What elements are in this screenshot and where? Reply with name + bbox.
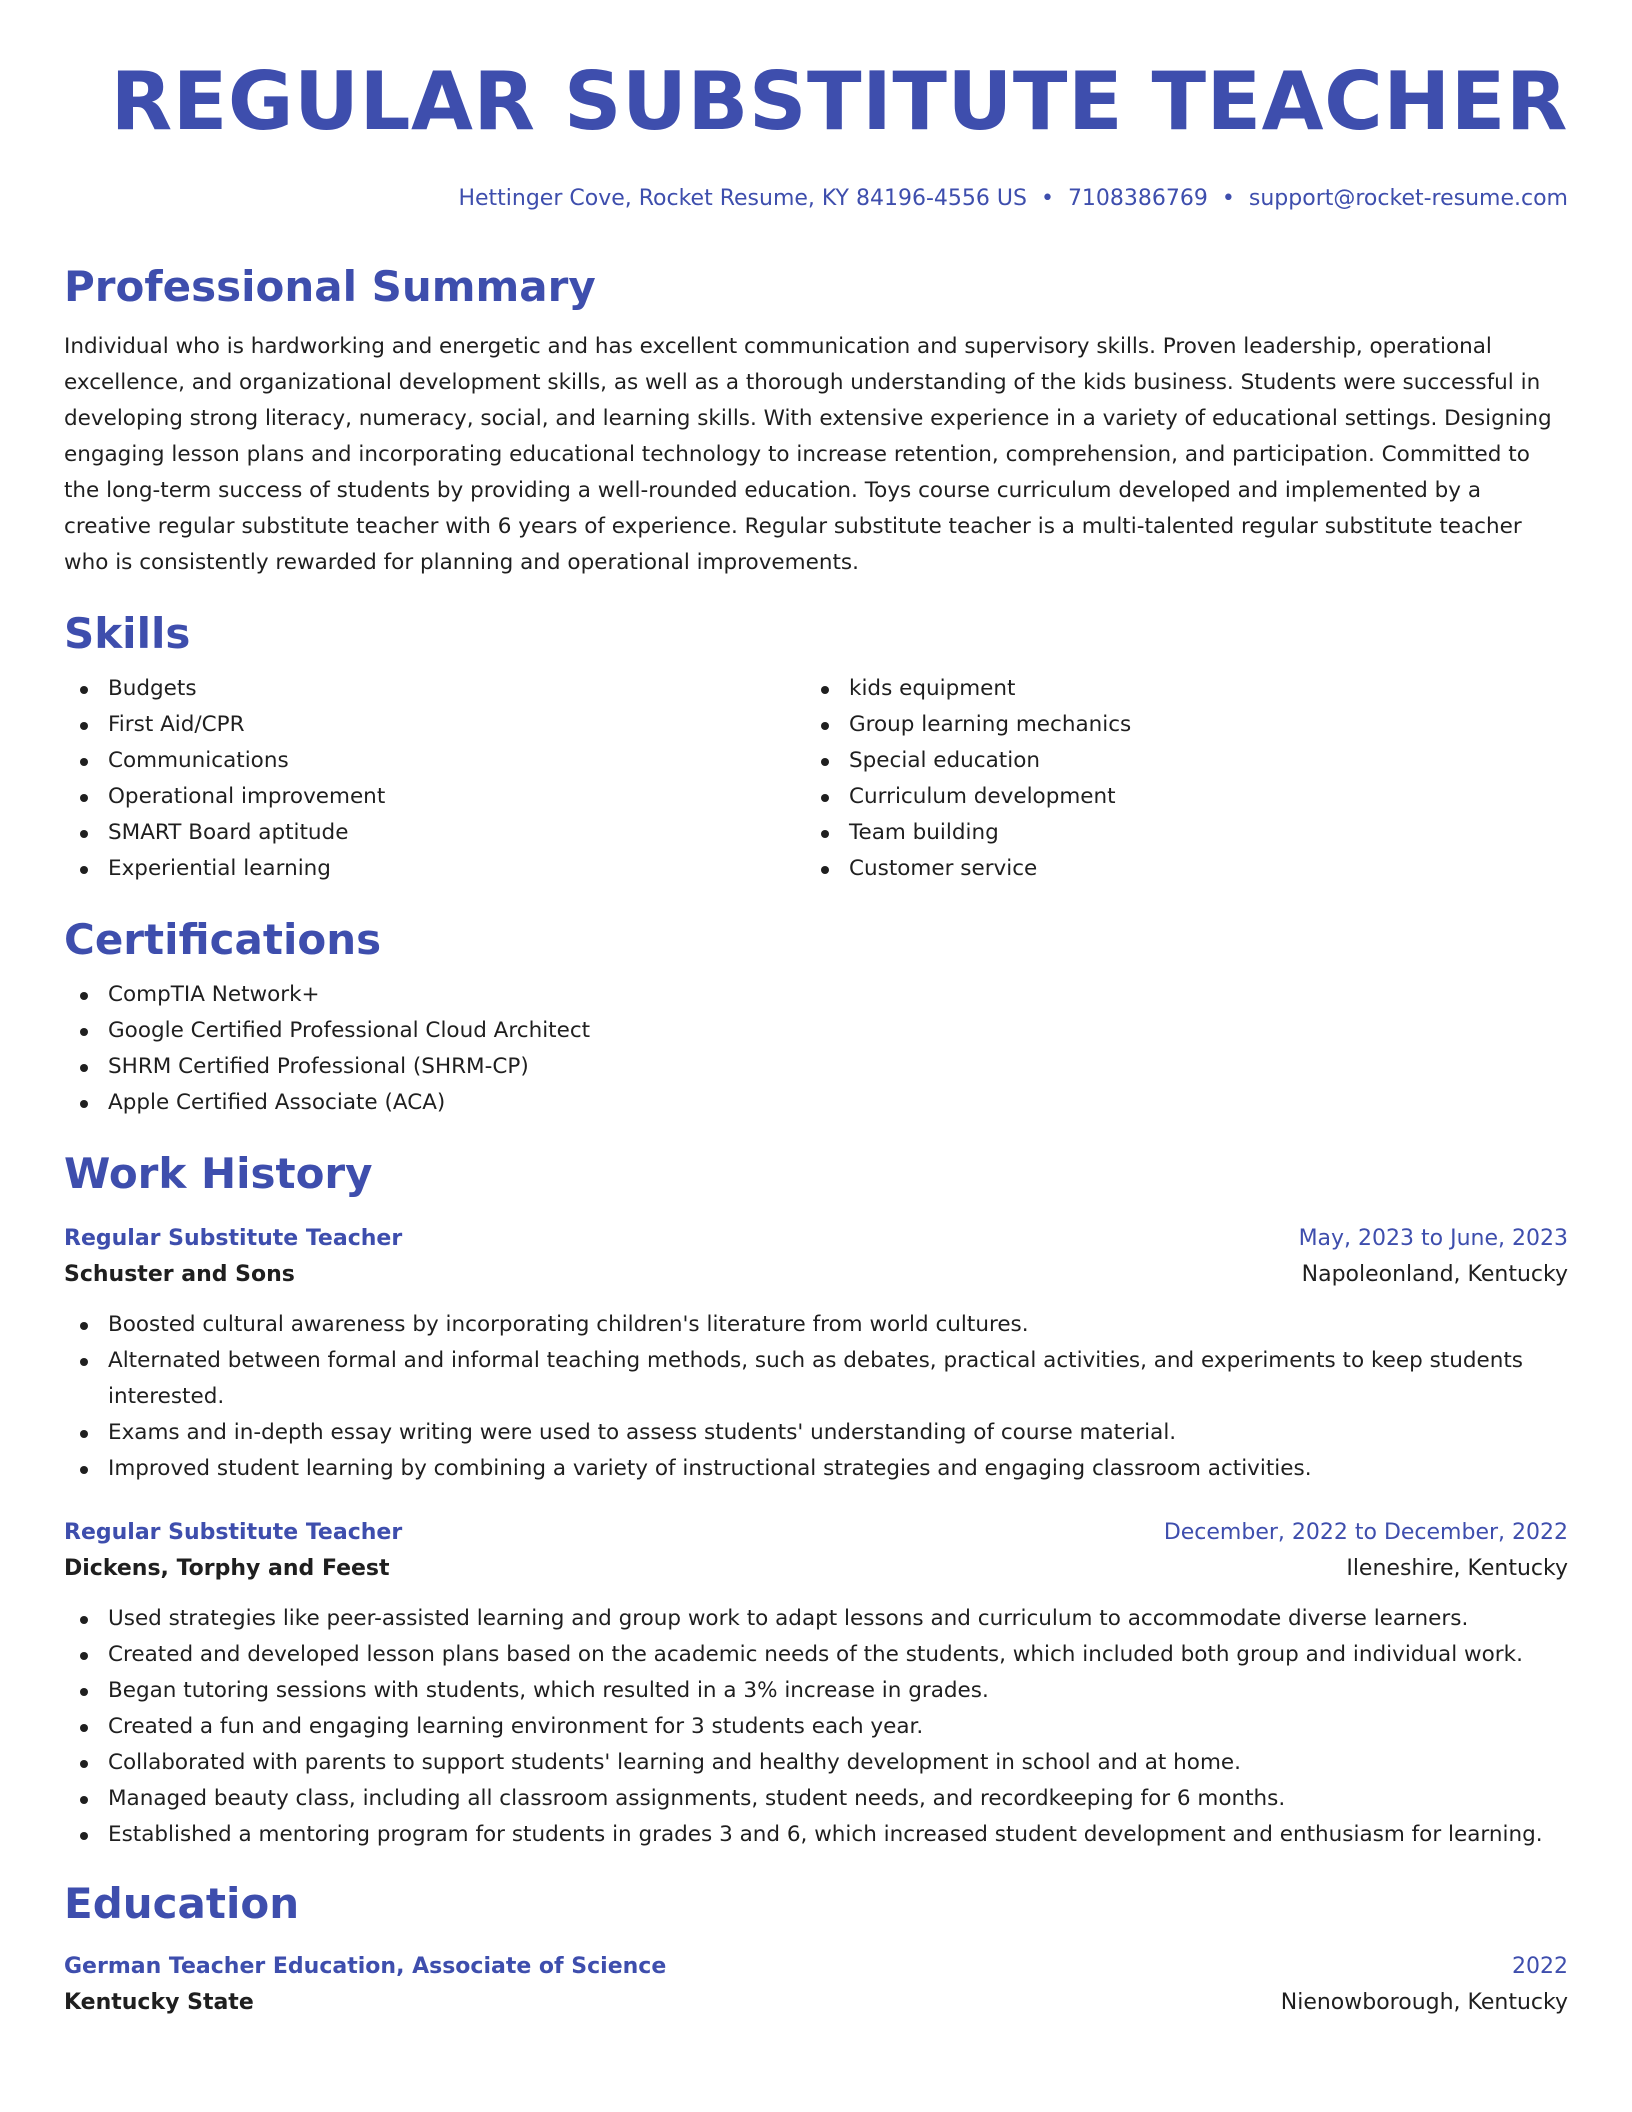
resume-page (0, 55, 1632, 2112)
contact-line (64, 186, 1568, 212)
certification-item: Apple Certified Associate (ACA) (64, 1085, 1568, 1121)
certification-item: SHRM Certified Professional (SHRM-CP) (64, 1049, 1568, 1085)
job-bullets (64, 1307, 1568, 1487)
skill-item: SMART Board aptitude (64, 815, 805, 851)
skills-left-list (64, 671, 805, 887)
job-company-row (64, 1257, 1568, 1293)
job-bullet: Established a mentoring program for students in grades 3 and 6, which increased student development and enthusiasm for learning. (64, 1817, 1568, 1853)
education-header-row (64, 1949, 1568, 1985)
skill-item: kids equipment (805, 671, 1546, 707)
job-bullet: Created and developed lesson plans based on the academic needs of the students, which included both group and individual work. (64, 1637, 1568, 1673)
skills-grid (64, 671, 1568, 887)
company-name: Dickens, Torphy and Feest (64, 1556, 390, 1582)
address: Hettinger Cove, Rocket Resume, KY 84196-4556 US (458, 186, 1027, 211)
skill-item: Customer service (805, 851, 1546, 887)
skill-item: Special education (805, 743, 1546, 779)
summary-text: Individual who is hardworking and energetic and has excellent communication and supervisory skills. Proven leadership, operational excellence, and organizational development skills, as well as a thorough understanding of the kids business. Students were successful in developing strong literacy, numeracy, social, and learning skills. With extensive experience in a variety of educational settings. Designing engaging lesson plans and incorporating educational technology to increase retention, comprehension, and participation. Committed to the long-term success of students by providing a well-rounded education. Toys course curriculum developed and implemented by a creative regular substitute teacher with 6 years of experience. Regular substitute teacher is a multi-talented regular substitute teacher who is consistently rewarded for planning and operational improvements. (64, 333, 1552, 575)
job-bullet: Alternated between formal and informal teaching methods, such as debates, practical activities, and experiments to keep students interested. (64, 1343, 1568, 1415)
skills-heading: Skills (64, 608, 191, 658)
skill-item: Curriculum development (805, 779, 1546, 815)
job-bullet: Collaborated with parents to support students' learning and healthy development in school and at home. (64, 1745, 1568, 1781)
work-history-heading: Work History (64, 1148, 373, 1198)
job-location: Napoleonland, Kentucky (1301, 1262, 1568, 1288)
certification-item: Google Certified Professional Cloud Architect (64, 1013, 1568, 1049)
education-heading: Education (64, 1879, 300, 1929)
skill-item: Experiential learning (64, 851, 805, 887)
contact-separator: • (1221, 186, 1235, 211)
job-bullet: Boosted cultural awareness by incorporating children's literature from world cultures. (64, 1307, 1568, 1343)
certifications-list (64, 977, 1568, 1121)
degree: German Teacher Education, Associate of Science (64, 1954, 667, 1980)
education-entry (64, 1949, 1568, 2021)
job-bullet: Improved student learning by combining a variety of instructional strategies and engaging classroom activities. (64, 1451, 1568, 1487)
job-title: Regular Substitute Teacher (64, 1226, 403, 1252)
skill-item: Communications (64, 743, 805, 779)
job-bullet: Used strategies like peer-assisted learning and group work to adapt lessons and curriculum to accommodate diverse learners. (64, 1601, 1568, 1637)
skill-item: Group learning mechanics (805, 707, 1546, 743)
skill-item: First Aid/CPR (64, 707, 805, 743)
skill-item: Team building (805, 815, 1546, 851)
job-header-row (64, 1221, 1568, 1257)
job-dates: May, 2023 to June, 2023 (1298, 1226, 1568, 1252)
job-bullet: Managed beauty class, including all classroom assignments, student needs, and recordkeeping for 6 months. (64, 1781, 1568, 1817)
job-bullet: Exams and in-depth essay writing were used to assess students' understanding of course material. (64, 1415, 1568, 1451)
education-school-row (64, 1985, 1568, 2021)
job-title: Regular Substitute Teacher (64, 1520, 403, 1546)
job-bullets (64, 1601, 1568, 1853)
job-entry (64, 1221, 1568, 1487)
school-location: Nienowborough, Kentucky (1280, 1990, 1568, 2016)
contact-separator: • (1040, 186, 1054, 211)
job-location: Ileneshire, Kentucky (1346, 1556, 1568, 1582)
job-company-row (64, 1551, 1568, 1587)
phone: 7108386769 (1067, 186, 1208, 211)
summary-heading: Professional Summary (64, 262, 596, 312)
resume-name: REGULAR SUBSTITUTE TEACHER (110, 55, 1568, 148)
skills-right-list (805, 671, 1546, 887)
certification-item: CompTIA Network+ (64, 977, 1568, 1013)
job-header-row (64, 1515, 1568, 1551)
job-bullet: Began tutoring sessions with students, which resulted in a 3% increase in grades. (64, 1673, 1568, 1709)
job-bullet: Created a fun and engaging learning environment for 3 students each year. (64, 1709, 1568, 1745)
certifications-heading: Certifications (64, 914, 382, 964)
school-name: Kentucky State (64, 1990, 254, 2016)
job-dates: December, 2022 to December, 2022 (1163, 1520, 1568, 1546)
email-link[interactable]: support@rocket-resume.com (1248, 186, 1568, 211)
company-name: Schuster and Sons (64, 1262, 295, 1288)
skill-item: Operational improvement (64, 779, 805, 815)
job-entry (64, 1515, 1568, 1853)
graduation-year: 2022 (1512, 1954, 1568, 1980)
skill-item: Budgets (64, 671, 805, 707)
